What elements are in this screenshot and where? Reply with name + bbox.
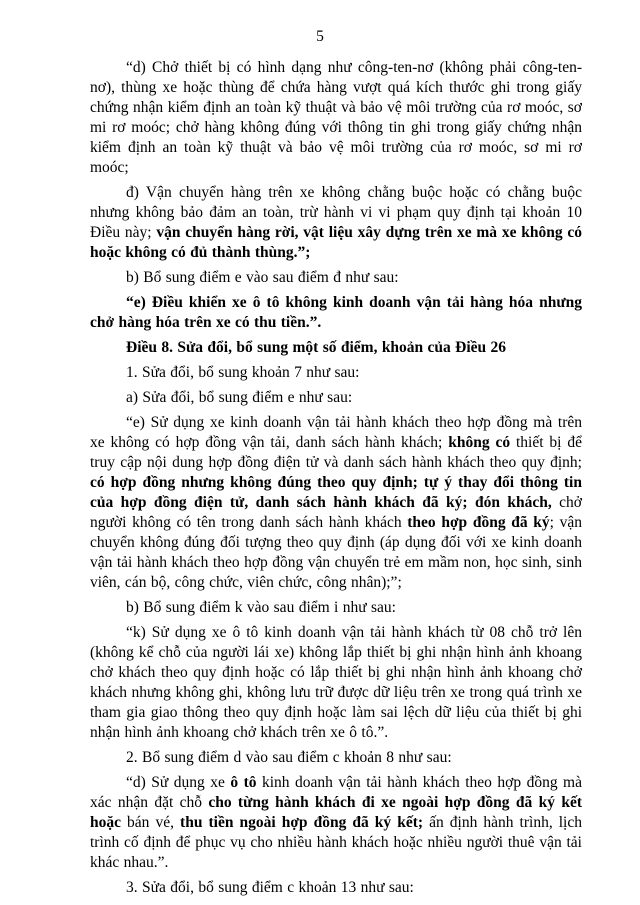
paragraph — [90, 293, 582, 333]
paragraph — [90, 623, 582, 743]
paragraph — [90, 773, 582, 873]
text-run: b) Bổ sung điểm k vào sau điểm i như sau: — [126, 599, 396, 616]
bold-text-run: có hợp đồng nhưng không đúng theo quy định; tự ý thay đổi thông tin của hợp đồng điện tử, danh sách hành khách đã ký; đón khách, — [90, 474, 582, 511]
bold-text-run: “e) Điều khiển xe ô tô không kinh doanh vận tải hàng hóa nhưng chở hàng hóa trên xe có thu tiền.”. — [90, 294, 582, 331]
text-run: đ) Vận chuyển hàng trên xe không chằng buộc hoặc có chằng buộc nhưng không bảo đảm an toàn, trừ hành vi vi phạm quy định tại khoản 10 Điều này; — [90, 184, 582, 241]
bold-text-run: vận chuyển hàng rời, vật liệu xây dựng trên xe mà xe không có hoặc không có đủ thành thùng.”; — [90, 224, 582, 261]
text-run: 2. Bổ sung điểm d vào sau điểm c khoản 8 như sau: — [126, 749, 452, 766]
paragraph — [90, 878, 582, 898]
paragraph — [90, 363, 582, 383]
text-run: kinh doanh vận tải hành khách theo hợp đồng mà xác nhận đặt chỗ — [90, 774, 582, 811]
bold-text-run: không có — [448, 434, 511, 451]
paragraph — [90, 268, 582, 288]
text-run: “d) Chở thiết bị có hình dạng như công-ten-nơ (không phải công-ten-nơ), thùng xe hoặc thùng để chứa hàng vượt quá kích thước ghi trong giấy chứng nhận kiểm định an toàn kỹ thuật và bảo vệ môi trường của rơ moóc, sơ mi rơ moóc; chở hàng không đúng với thông tin ghi trong giấy chứng nhận kiểm định an toàn kỹ thuật và bảo vệ môi trường của rơ moóc, sơ mi rơ moóc; — [90, 59, 582, 176]
paragraph — [90, 58, 582, 178]
document-body — [90, 58, 582, 898]
section-heading — [90, 338, 582, 358]
text-run: ấn định hành trình, lịch trình cố định để phục vụ cho nhiều hành khách hoặc nhiều người thuê vận tải khác nhau.”. — [90, 814, 582, 871]
text-run: chở người không có tên trong danh sách hành khách — [90, 494, 583, 531]
bold-text-run: cho từng hành khách đi xe ngoài hợp đồng đã ký kết hoặc — [90, 794, 582, 831]
page-number: 5 — [316, 28, 324, 45]
text-run: b) Bổ sung điểm e vào sau điểm đ như sau: — [126, 269, 399, 286]
bold-text-run: theo hợp đồng đã ký — [407, 514, 550, 531]
text-run: 3. Sửa đổi, bổ sung điểm c khoản 13 như sau: — [126, 879, 414, 896]
paragraph — [90, 183, 582, 263]
text-run: ; vận chuyển không đúng đối tượng theo quy định (áp dụng đối với xe kinh doanh vận tải hành khách theo hợp đồng vận chuyển trẻ em mầm non, học sinh, sinh viên, cán bộ, công chức, viên chức, công nhân);”; — [90, 514, 583, 591]
bold-text-run: thu tiền ngoài hợp đồng đã ký kết; — [180, 814, 424, 831]
text-run: a) Sửa đổi, bổ sung điểm e như sau: — [126, 389, 353, 406]
paragraph — [90, 413, 582, 593]
text-run: “e) Sử dụng xe kinh doanh vận tải hành khách theo hợp đồng mà trên xe không có hợp đồng vận tải, danh sách hành khách; — [90, 414, 582, 451]
bold-text-run: ô tô — [230, 774, 257, 791]
paragraph — [90, 748, 582, 768]
text-run: 1. Sửa đổi, bổ sung khoản 7 như sau: — [126, 364, 360, 381]
bold-text-run: Điều 8. Sửa đổi, bổ sung một số điểm, khoản của Điều 26 — [126, 339, 507, 356]
text-run: bán vé, — [121, 814, 181, 831]
text-run: thiết bị để truy cập nội dung hợp đồng điện tử và danh sách hành khách theo quy định; — [90, 434, 582, 471]
paragraph — [90, 388, 582, 408]
text-run: “d) Sử dụng xe — [126, 774, 231, 791]
paragraph — [90, 598, 582, 618]
text-run: “k) Sử dụng xe ô tô kinh doanh vận tải hành khách từ 08 chỗ trở lên (không kể chỗ của người lái xe) không lắp thiết bị ghi nhận hình ảnh khoang chở khách theo quy định hoặc có lắp thiết bị ghi nhận hình ảnh khoang chở khách nhưng không ghi, không lưu trữ được dữ liệu trên xe trong quá trình xe tham gia giao thông theo quy định hoặc làm sai lệch dữ liệu của thiết bị ghi nhận hình ảnh khoang chở khách trên xe ô tô.”. — [90, 624, 582, 741]
